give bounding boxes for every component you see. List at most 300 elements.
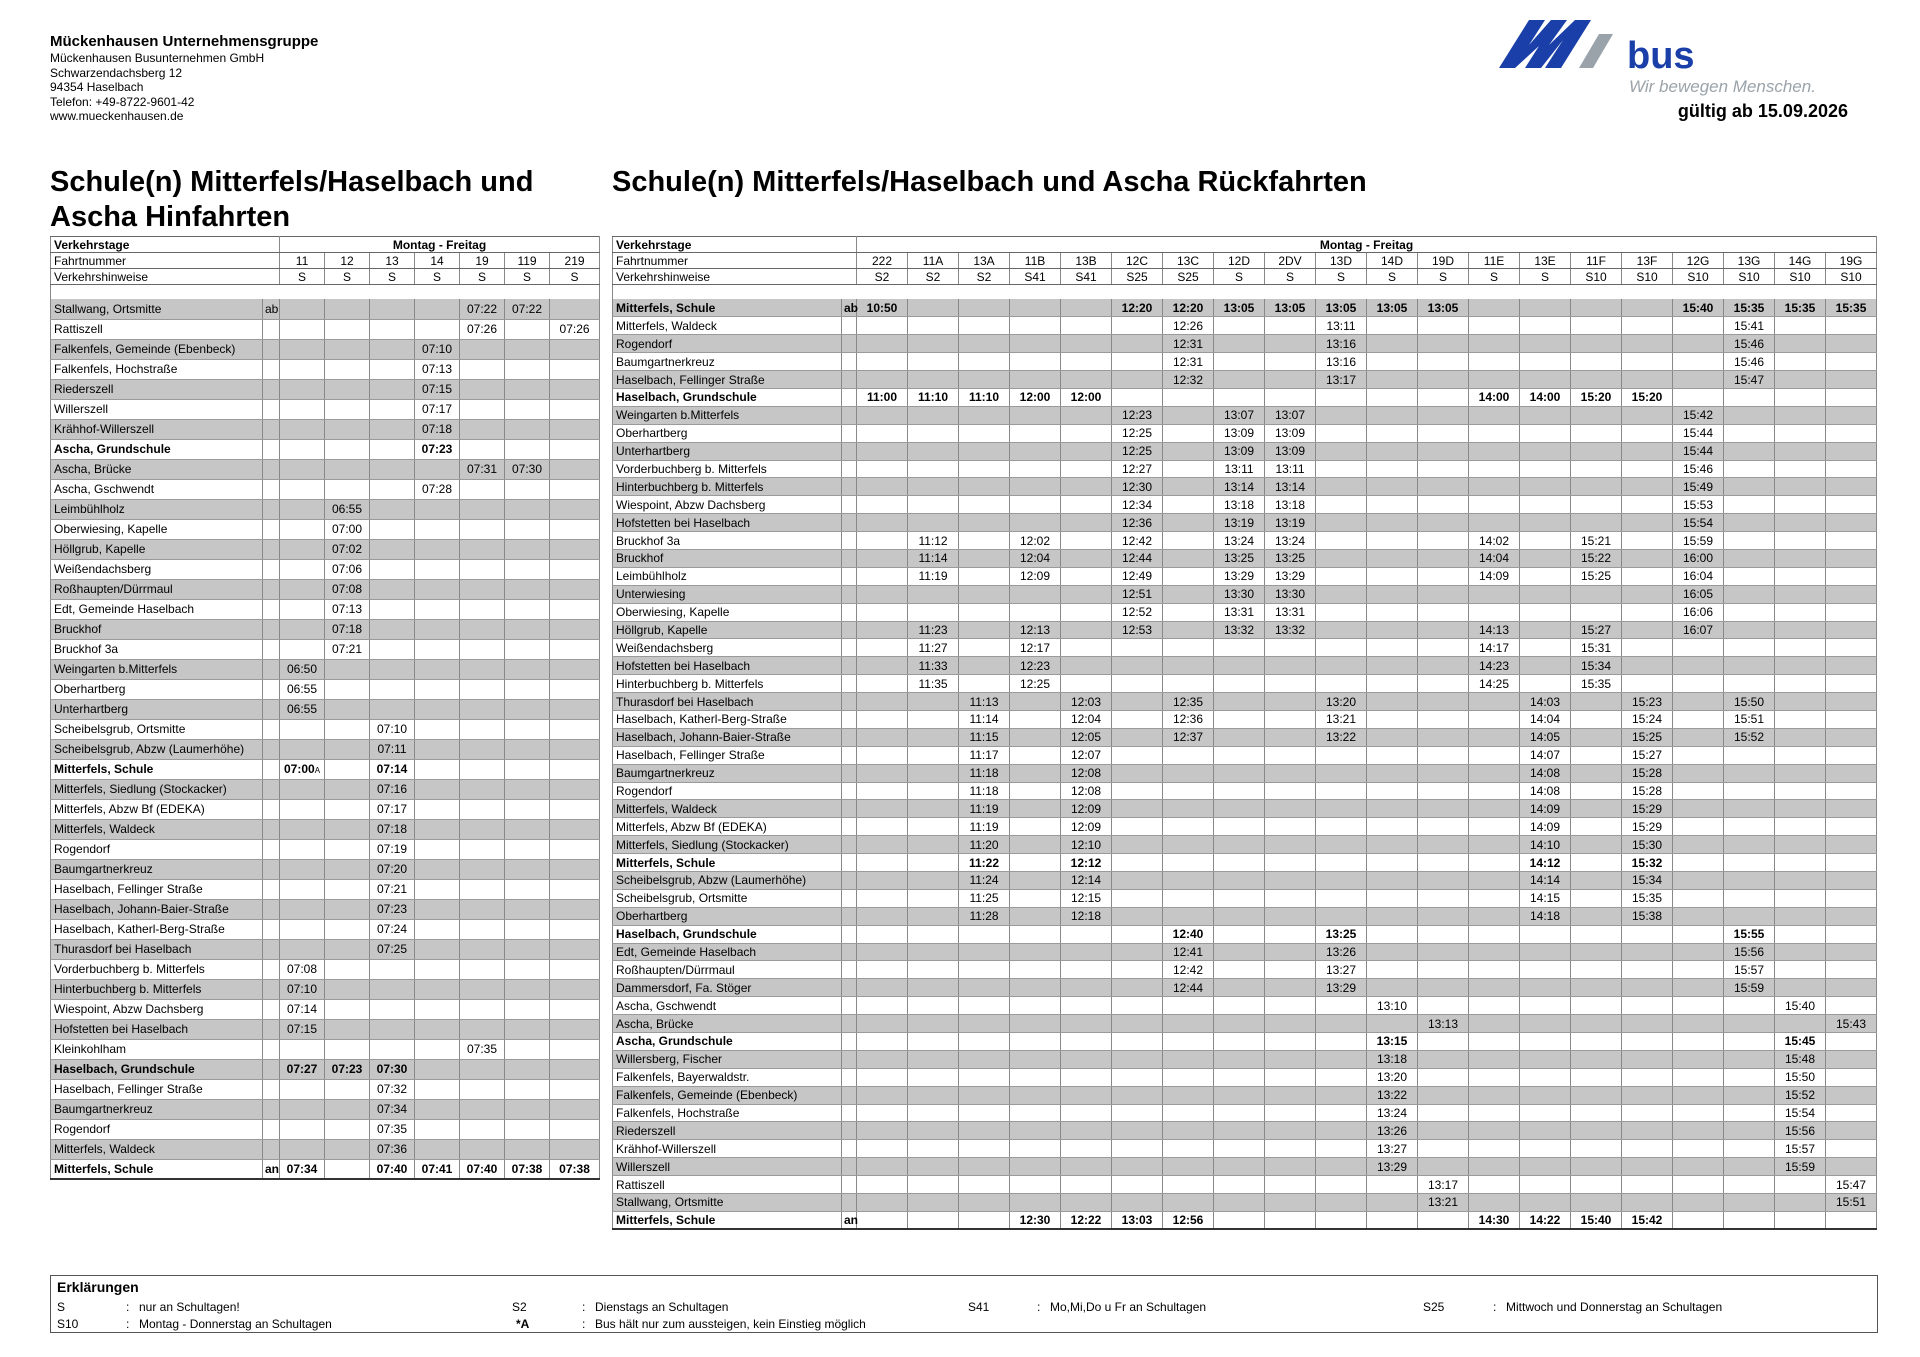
departure-time bbox=[370, 719, 415, 739]
departure-time bbox=[1367, 710, 1418, 728]
time-value: 15:42 bbox=[1631, 1213, 1663, 1228]
departure-time bbox=[1061, 997, 1112, 1015]
departure-time bbox=[1265, 388, 1316, 406]
departure-time bbox=[1673, 406, 1724, 424]
time-value: 06:50 bbox=[287, 662, 318, 676]
time-value: 15:27 bbox=[1632, 748, 1663, 763]
departure-time bbox=[1214, 1050, 1265, 1068]
departure-time bbox=[1265, 335, 1316, 353]
departure-time bbox=[1418, 961, 1469, 979]
stop-marker bbox=[842, 710, 857, 728]
time-value: 14:05 bbox=[1530, 730, 1561, 745]
departure-time bbox=[857, 1140, 908, 1158]
stop-name: Haselbach, Grundschule bbox=[613, 388, 842, 406]
departure-time bbox=[857, 514, 908, 532]
departure-time bbox=[1265, 764, 1316, 782]
departure-time bbox=[908, 764, 959, 782]
departure-time bbox=[1214, 567, 1265, 585]
departure-time bbox=[1622, 353, 1673, 371]
departure-time bbox=[1265, 728, 1316, 746]
departure-time bbox=[908, 782, 959, 800]
departure-time bbox=[1418, 567, 1469, 585]
departure-time bbox=[959, 889, 1010, 907]
departure-time bbox=[370, 1159, 415, 1179]
departure-time bbox=[1367, 872, 1418, 890]
departure-time bbox=[959, 496, 1010, 514]
departure-time bbox=[415, 399, 460, 419]
timetable-row bbox=[613, 782, 1877, 800]
departure-time bbox=[1571, 639, 1622, 657]
departure-time bbox=[908, 1211, 959, 1229]
departure-time bbox=[1163, 621, 1214, 639]
departure-time bbox=[505, 519, 550, 539]
departure-time bbox=[1316, 1176, 1367, 1194]
stop-marker bbox=[842, 353, 857, 371]
departure-time bbox=[1724, 353, 1775, 371]
departure-time bbox=[1163, 961, 1214, 979]
departure-time bbox=[1571, 872, 1622, 890]
departure-time bbox=[460, 999, 505, 1019]
departure-time bbox=[415, 419, 460, 439]
departure-time bbox=[415, 779, 460, 799]
departure-time bbox=[370, 1099, 415, 1119]
departure-time bbox=[1826, 800, 1877, 818]
departure-time bbox=[550, 679, 600, 699]
time-value: 13:11 bbox=[1275, 461, 1305, 476]
time-value: 12:07 bbox=[1071, 748, 1102, 763]
time-value: 07:00 bbox=[283, 762, 315, 776]
stop-name: Haselbach, Grundschule bbox=[613, 925, 842, 943]
departure-time bbox=[1571, 424, 1622, 442]
departure-time bbox=[1061, 388, 1112, 406]
stop-name: Rogendorf bbox=[51, 839, 263, 859]
departure-time bbox=[1520, 621, 1571, 639]
time-value: 15:52 bbox=[1734, 730, 1765, 745]
time-value: 07:18 bbox=[422, 422, 453, 436]
departure-time bbox=[1826, 406, 1877, 424]
departure-time bbox=[1316, 836, 1367, 854]
timetable-row bbox=[613, 1176, 1877, 1194]
departure-time bbox=[415, 639, 460, 659]
stop-name: Thurasdorf bei Haselbach bbox=[51, 939, 263, 959]
time-value: 14:30 bbox=[1478, 1213, 1510, 1228]
departure-time bbox=[1061, 585, 1112, 603]
stop-marker bbox=[263, 659, 280, 679]
departure-time bbox=[1214, 800, 1265, 818]
departure-time bbox=[1520, 460, 1571, 478]
stop-name: Stallwang, Ortsmitte bbox=[51, 299, 263, 319]
departure-time bbox=[1163, 1068, 1214, 1086]
departure-time bbox=[1265, 925, 1316, 943]
stop-name: Oberhartberg bbox=[613, 907, 842, 925]
departure-time bbox=[1571, 800, 1622, 818]
departure-time bbox=[1673, 889, 1724, 907]
legend-desc: nur an Schultagen! bbox=[139, 1300, 240, 1314]
trip-number: 13G bbox=[1724, 253, 1775, 269]
stop-name: Mitterfels, Waldeck bbox=[51, 819, 263, 839]
departure-time bbox=[1418, 532, 1469, 550]
departure-time bbox=[1775, 979, 1826, 997]
departure-time bbox=[550, 779, 600, 799]
departure-time bbox=[505, 399, 550, 419]
stop-name: Bruckhof bbox=[613, 549, 842, 567]
departure-time bbox=[1010, 496, 1061, 514]
trip-note: S bbox=[370, 269, 415, 285]
departure-time bbox=[1775, 621, 1826, 639]
company-info bbox=[50, 33, 318, 124]
stop-marker bbox=[842, 1104, 857, 1122]
departure-time bbox=[370, 579, 415, 599]
departure-time bbox=[1061, 442, 1112, 460]
time-value: 15:20 bbox=[1580, 390, 1612, 405]
departure-time bbox=[857, 1015, 908, 1033]
departure-time bbox=[415, 679, 460, 699]
departure-time bbox=[1010, 406, 1061, 424]
time-value: 15:49 bbox=[1683, 479, 1714, 494]
departure-time bbox=[1316, 317, 1367, 335]
departure-time bbox=[1418, 657, 1469, 675]
departure-time bbox=[415, 899, 460, 919]
time-value: 11:22 bbox=[969, 855, 1000, 870]
departure-time bbox=[1469, 1194, 1520, 1212]
departure-time bbox=[415, 519, 460, 539]
departure-time bbox=[1367, 424, 1418, 442]
departure-time bbox=[325, 639, 370, 659]
departure-time bbox=[1520, 836, 1571, 854]
stop-name: Dammersdorf, Fa. Stöger bbox=[613, 979, 842, 997]
departure-time bbox=[1724, 442, 1775, 460]
departure-time bbox=[1010, 532, 1061, 550]
departure-time bbox=[1571, 1050, 1622, 1068]
time-value: 13:26 bbox=[1377, 1123, 1408, 1138]
departure-time bbox=[959, 460, 1010, 478]
stop-name: Bruckhof bbox=[51, 619, 263, 639]
departure-time bbox=[415, 719, 460, 739]
timetable-row bbox=[613, 353, 1877, 371]
departure-time bbox=[1520, 907, 1571, 925]
departure-time bbox=[1265, 442, 1316, 460]
departure-time bbox=[1520, 961, 1571, 979]
departure-time bbox=[1061, 532, 1112, 550]
stop-name: Scheibelsgrub, Ortsmitte bbox=[613, 889, 842, 907]
departure-time bbox=[280, 339, 325, 359]
departure-time bbox=[857, 961, 908, 979]
departure-time bbox=[1571, 782, 1622, 800]
departure-time bbox=[1163, 943, 1214, 961]
timetable-row bbox=[51, 679, 600, 699]
departure-time bbox=[280, 679, 325, 699]
departure-time bbox=[1724, 1015, 1775, 1033]
departure-time bbox=[1724, 907, 1775, 925]
stop-marker bbox=[842, 836, 857, 854]
departure-time bbox=[1163, 335, 1214, 353]
departure-time bbox=[1673, 818, 1724, 836]
departure-time bbox=[1571, 854, 1622, 872]
departure-time bbox=[1724, 925, 1775, 943]
stop-marker bbox=[842, 1033, 857, 1051]
departure-time bbox=[280, 1039, 325, 1059]
time-value: 15:59 bbox=[1785, 1159, 1816, 1174]
departure-time bbox=[959, 1140, 1010, 1158]
trip-note: S10 bbox=[1622, 269, 1673, 285]
departure-time bbox=[1163, 496, 1214, 514]
departure-time bbox=[1826, 299, 1877, 317]
stop-name: Baumgartnerkreuz bbox=[51, 1099, 263, 1119]
departure-time bbox=[1316, 710, 1367, 728]
stop-name: Scheibelsgrub, Abzw (Laumerhöhe) bbox=[613, 872, 842, 890]
departure-time bbox=[1469, 782, 1520, 800]
departure-time bbox=[1724, 1194, 1775, 1212]
departure-time bbox=[908, 1140, 959, 1158]
trip-note: S10 bbox=[1826, 269, 1877, 285]
stop-marker bbox=[842, 1176, 857, 1194]
departure-time bbox=[857, 943, 908, 961]
departure-time bbox=[1061, 478, 1112, 496]
departure-time bbox=[1265, 1033, 1316, 1051]
stop-name: Bruckhof 3a bbox=[51, 639, 263, 659]
departure-time bbox=[415, 979, 460, 999]
time-value: 11:28 bbox=[969, 909, 999, 924]
departure-time bbox=[1673, 585, 1724, 603]
departure-time bbox=[1775, 818, 1826, 836]
stop-marker: an bbox=[263, 1159, 280, 1179]
departure-time bbox=[1367, 1050, 1418, 1068]
departure-time bbox=[1061, 746, 1112, 764]
stop-marker bbox=[842, 603, 857, 621]
departure-time bbox=[1826, 872, 1877, 890]
departure-time bbox=[1061, 424, 1112, 442]
departure-time bbox=[1163, 889, 1214, 907]
time-value: 15:59 bbox=[1683, 533, 1714, 548]
departure-time bbox=[1826, 1140, 1877, 1158]
departure-time bbox=[325, 619, 370, 639]
departure-time bbox=[1265, 549, 1316, 567]
stop-name: Krähhof-Willerszell bbox=[51, 419, 263, 439]
departure-time bbox=[1826, 925, 1877, 943]
departure-time bbox=[1010, 442, 1061, 460]
departure-time bbox=[1826, 1068, 1877, 1086]
departure-time bbox=[1571, 889, 1622, 907]
departure-time bbox=[1010, 353, 1061, 371]
stop-marker bbox=[842, 907, 857, 925]
stop-name: Rogendorf bbox=[613, 782, 842, 800]
time-value: 15:57 bbox=[1734, 962, 1765, 977]
departure-time bbox=[505, 379, 550, 399]
departure-time bbox=[1724, 728, 1775, 746]
departure-time bbox=[1010, 961, 1061, 979]
departure-time bbox=[1112, 997, 1163, 1015]
departure-time bbox=[1214, 889, 1265, 907]
trip-number: 14G bbox=[1775, 253, 1826, 269]
departure-time bbox=[1673, 961, 1724, 979]
departure-time bbox=[505, 819, 550, 839]
departure-time bbox=[1316, 997, 1367, 1015]
timetable-row bbox=[51, 839, 600, 859]
departure-time bbox=[415, 799, 460, 819]
departure-time bbox=[1724, 1033, 1775, 1051]
departure-time bbox=[1418, 675, 1469, 693]
time-value: 07:18 bbox=[377, 822, 408, 836]
departure-time bbox=[1775, 1033, 1826, 1051]
time-value: 12:31 bbox=[1173, 354, 1204, 369]
departure-time bbox=[1163, 639, 1214, 657]
departure-time bbox=[1316, 800, 1367, 818]
company-line: Telefon: +49-8722-9601-42 bbox=[50, 94, 195, 109]
trip-note: S bbox=[550, 269, 600, 285]
departure-time bbox=[1214, 388, 1265, 406]
stop-marker bbox=[842, 1068, 857, 1086]
departure-time bbox=[325, 439, 370, 459]
departure-time bbox=[908, 889, 959, 907]
stop-marker bbox=[842, 854, 857, 872]
departure-time bbox=[1673, 782, 1724, 800]
departure-time bbox=[1265, 1211, 1316, 1229]
time-value: 12:35 bbox=[1173, 694, 1204, 709]
timetable-row bbox=[51, 599, 600, 619]
stop-name: Willersberg, Fischer bbox=[613, 1050, 842, 1068]
departure-time bbox=[1265, 675, 1316, 693]
departure-time bbox=[460, 939, 505, 959]
departure-time bbox=[1163, 317, 1214, 335]
departure-time bbox=[1673, 907, 1724, 925]
logo-word: bus bbox=[1627, 35, 1695, 77]
time-value: 13:05 bbox=[1427, 300, 1459, 315]
departure-time bbox=[370, 739, 415, 759]
timetable-row bbox=[51, 1099, 600, 1119]
stop-name: Wiespoint, Abzw Dachsberg bbox=[51, 999, 263, 1019]
departure-time bbox=[1520, 800, 1571, 818]
departure-time bbox=[1367, 925, 1418, 943]
departure-time bbox=[1673, 800, 1724, 818]
departure-time bbox=[1265, 1086, 1316, 1104]
departure-time bbox=[1469, 424, 1520, 442]
departure-time bbox=[1418, 1086, 1469, 1104]
stop-name: Haselbach, Grundschule bbox=[51, 1059, 263, 1079]
time-value: 14:09 bbox=[1479, 569, 1510, 584]
departure-time bbox=[1214, 621, 1265, 639]
departure-time bbox=[1112, 818, 1163, 836]
timetable-row bbox=[51, 479, 600, 499]
stop-name: Mitterfels, Abzw Bf (EDEKA) bbox=[613, 818, 842, 836]
departure-time bbox=[1010, 371, 1061, 389]
departure-time bbox=[1112, 335, 1163, 353]
departure-time bbox=[1112, 764, 1163, 782]
departure-time bbox=[550, 439, 600, 459]
departure-time bbox=[370, 859, 415, 879]
time-value: 13:07 bbox=[1275, 408, 1306, 423]
departure-time bbox=[1265, 943, 1316, 961]
departure-time bbox=[1724, 746, 1775, 764]
stop-name: Baumgartnerkreuz bbox=[613, 353, 842, 371]
departure-time bbox=[1469, 854, 1520, 872]
time-value: 13:16 bbox=[1326, 354, 1357, 369]
trip-number: 14 bbox=[415, 253, 460, 269]
departure-time bbox=[280, 479, 325, 499]
departure-time bbox=[550, 639, 600, 659]
stop-marker: ab bbox=[842, 299, 857, 317]
departure-time bbox=[1826, 782, 1877, 800]
departure-time bbox=[1826, 514, 1877, 532]
departure-time bbox=[1163, 1211, 1214, 1229]
departure-time bbox=[325, 539, 370, 559]
departure-time bbox=[460, 839, 505, 859]
time-value: 12:09 bbox=[1020, 569, 1051, 584]
departure-time bbox=[1163, 424, 1214, 442]
stop-marker bbox=[842, 675, 857, 693]
time-value: 14:14 bbox=[1530, 873, 1561, 888]
stop-marker bbox=[263, 1059, 280, 1079]
time-value: 15:35 bbox=[1733, 300, 1765, 315]
stop-name: Unterwiesing bbox=[613, 585, 842, 603]
timetable-row bbox=[613, 710, 1877, 728]
departure-time bbox=[1418, 1158, 1469, 1176]
departure-time bbox=[908, 1122, 959, 1140]
time-value: 15:59 bbox=[1734, 980, 1765, 995]
stop-marker bbox=[263, 439, 280, 459]
time-value: 12:40 bbox=[1172, 927, 1204, 942]
departure-time bbox=[325, 379, 370, 399]
departure-time bbox=[1265, 1050, 1316, 1068]
departure-time bbox=[1265, 621, 1316, 639]
departure-time bbox=[857, 693, 908, 711]
departure-time bbox=[908, 335, 959, 353]
stop-marker bbox=[263, 359, 280, 379]
time-value: 15:35 bbox=[1581, 676, 1612, 691]
departure-time bbox=[959, 1194, 1010, 1212]
timetable-row bbox=[51, 699, 600, 719]
departure-time bbox=[280, 359, 325, 379]
departure-time bbox=[460, 919, 505, 939]
departure-time bbox=[1316, 961, 1367, 979]
stop-name: Unterhartberg bbox=[51, 699, 263, 719]
departure-time bbox=[1673, 353, 1724, 371]
stop-name: Scheibelsgrub, Ortsmitte bbox=[51, 719, 263, 739]
departure-time bbox=[1112, 1176, 1163, 1194]
legend-title: Erklärungen bbox=[57, 1279, 139, 1295]
departure-time bbox=[1112, 1104, 1163, 1122]
departure-time bbox=[1265, 406, 1316, 424]
departure-time bbox=[1316, 675, 1367, 693]
time-value: 12:30 bbox=[1122, 479, 1153, 494]
departure-time bbox=[415, 1159, 460, 1179]
departure-time bbox=[1673, 460, 1724, 478]
trip-number: 222 bbox=[857, 253, 908, 269]
departure-time bbox=[1214, 746, 1265, 764]
departure-time bbox=[1010, 1211, 1061, 1229]
departure-time bbox=[1163, 1050, 1214, 1068]
notes-label: Verkehrshinweise bbox=[51, 269, 280, 285]
departure-time bbox=[1316, 1068, 1367, 1086]
departure-time bbox=[1214, 997, 1265, 1015]
stop-marker bbox=[842, 335, 857, 353]
departure-time bbox=[1112, 549, 1163, 567]
stop-name: Falkenfels, Gemeinde (Ebenbeck) bbox=[51, 339, 263, 359]
departure-time bbox=[1571, 478, 1622, 496]
departure-time bbox=[325, 359, 370, 379]
departure-time bbox=[959, 1015, 1010, 1033]
time-value: 11:24 bbox=[969, 873, 999, 888]
departure-time bbox=[1469, 836, 1520, 854]
departure-time bbox=[959, 371, 1010, 389]
time-value: 13:21 bbox=[1326, 712, 1357, 727]
time-value: 12:09 bbox=[1071, 801, 1102, 816]
departure-time bbox=[280, 839, 325, 859]
stop-marker bbox=[842, 621, 857, 639]
time-value: 12:36 bbox=[1173, 712, 1204, 727]
departure-time bbox=[908, 317, 959, 335]
departure-time bbox=[908, 979, 959, 997]
departure-time bbox=[1775, 872, 1826, 890]
